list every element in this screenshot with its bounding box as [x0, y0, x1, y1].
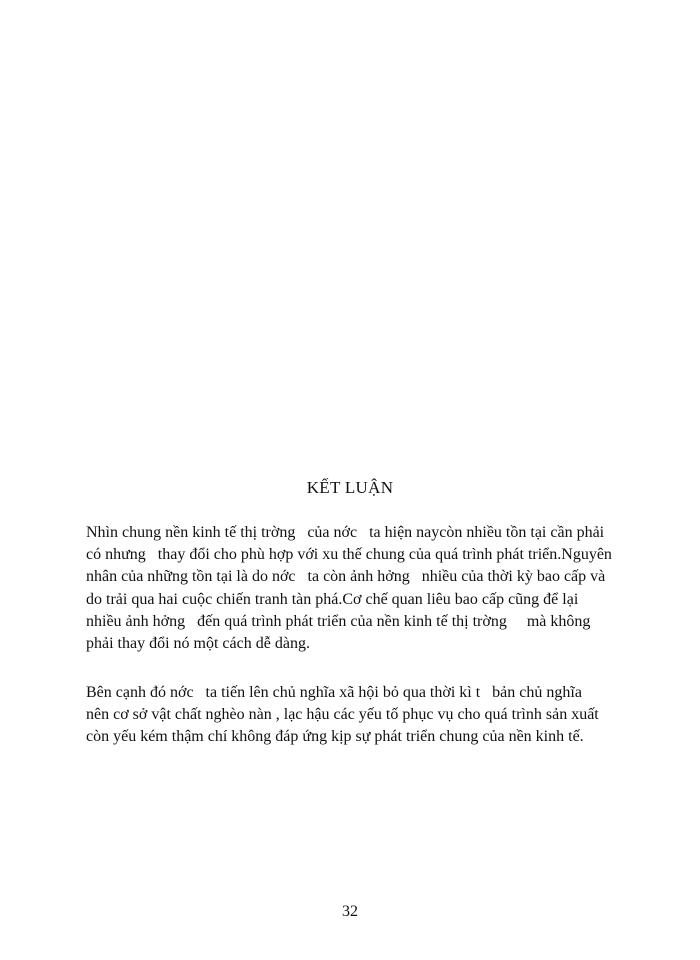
section-heading: KẾT LUẬN	[306, 478, 394, 497]
paragraph-1	[86, 522, 626, 655]
paragraph-line: phải thay đổi nó một cách dễ dàng.	[86, 635, 310, 653]
paragraph-line: Bên cạnh đó nớc ta tiến lên chủ nghĩa xã hội bỏ qua thời kì t bản chủ nghĩa	[86, 684, 582, 701]
paragraph-line: còn yếu kém thậm chí không đáp ứng kịp sự phát triển chung của nền kinh tế.	[86, 728, 584, 746]
page-number: 32	[342, 903, 358, 920]
paragraph-line: nhân của những tồn tại là do nớc ta còn ảnh hởng nhiều của thời kỳ bao cấp và	[86, 568, 606, 586]
paragraph-line: nên cơ sở vật chất nghèo nàn , lạc hậu các yếu tố phục vụ cho quá trình sản xuất	[86, 706, 599, 724]
paragraph-line: nhiều ảnh hởng đến quá trình phát triển của nền kinh tế thị trờng mà không	[86, 612, 591, 630]
paragraph-line: do trải qua hai cuộc chiến tranh tàn phá.Cơ chế quan liêu bao cấp cũng để lại	[86, 590, 579, 608]
paragraph-2	[86, 682, 626, 749]
paragraph-line: Nhìn chung nền kinh tế thị trờng của nớc ta hiện naycòn nhiều tồn tại cần phải	[86, 524, 605, 541]
paragraph-line: có nhưng thay đổi cho phù hợp với xu thế chung của quá trình phát triển.Nguyên	[86, 546, 612, 564]
